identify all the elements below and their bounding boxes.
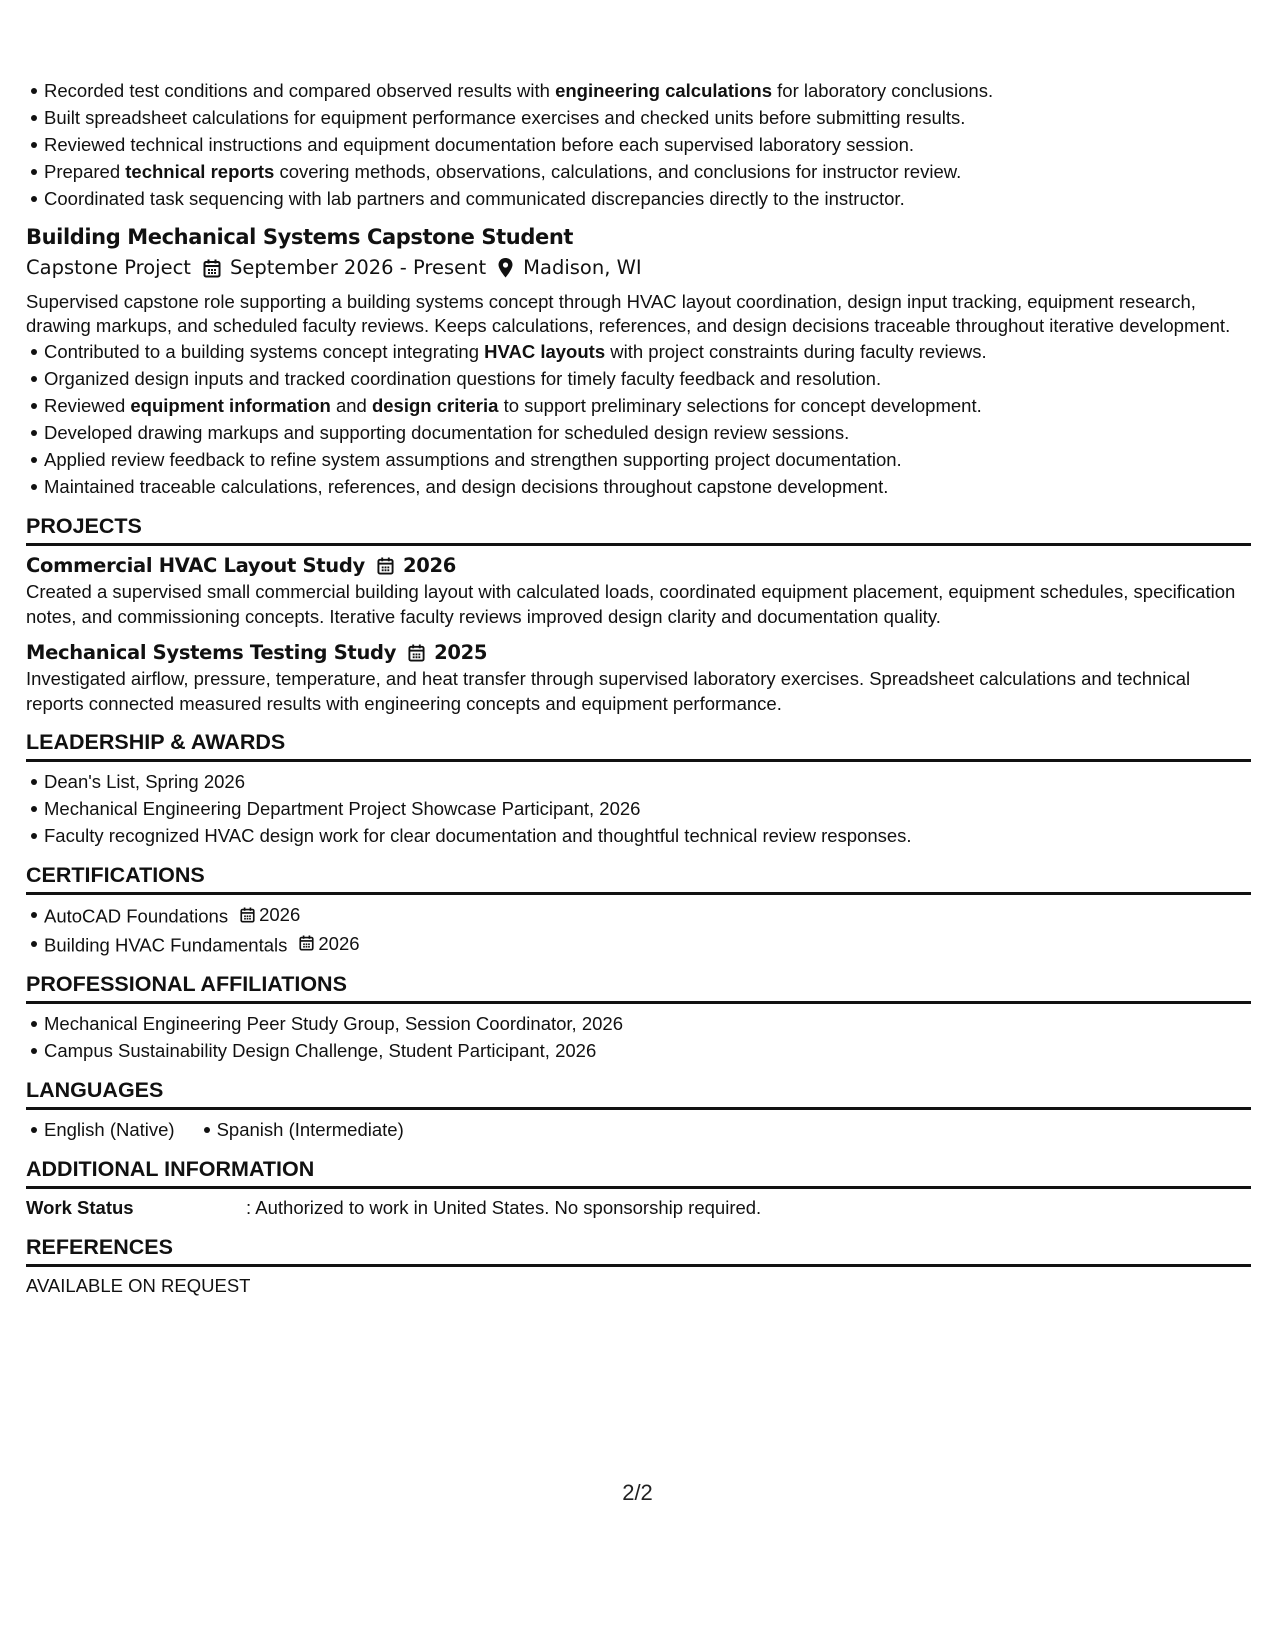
- list-item: Applied review feedback to refine system assumptions and strengthen supporting project documentation.: [44, 446, 1251, 473]
- section-heading: LANGUAGES: [26, 1076, 1251, 1110]
- list-item: [44, 901, 1251, 930]
- cert-year: 2026: [318, 932, 360, 954]
- project-description: Created a supervised small commercial building layout with calculated loads, coordinated equipment placement, equipment schedules, specification notes, and commissioning concepts. Iterative faculty reviews improved design clarity and documentation quality.: [26, 581, 1236, 627]
- certifications-section: [26, 861, 1251, 958]
- list-item: [44, 930, 1251, 959]
- language-item: English (Native): [44, 1116, 175, 1143]
- list-item: Reviewed equipment information and design criteria to support preliminary selections for concept development.: [44, 392, 1251, 419]
- project-description: Investigated airflow, pressure, temperature, and heat transfer through supervised laboratory exercises. Spreadsheet calculations and technical reports connected measured results with engineering concepts and equipment performance.: [26, 668, 1191, 714]
- calendar-icon: [408, 644, 425, 662]
- work-status-value: : Authorized to work in United States. No sponsorship required.: [246, 1197, 762, 1218]
- list-item: Built spreadsheet calculations for equipment performance exercises and checked units before submitting results.: [44, 104, 1251, 131]
- resume-page: [26, 77, 1251, 1299]
- work-status-row: [26, 1195, 1251, 1221]
- section-heading: REFERENCES: [26, 1233, 1251, 1267]
- affiliations-section: [26, 970, 1251, 1064]
- project-year: 2026: [402, 554, 457, 577]
- capstone-bullets: [26, 338, 1251, 500]
- list-item: Faculty recognized HVAC design work for clear documentation and thoughtful technical review responses.: [44, 822, 1251, 849]
- cert-name: AutoCAD Foundations: [44, 905, 229, 927]
- job-meta: [26, 252, 1251, 284]
- list-item: Maintained traceable calculations, references, and design decisions throughout capstone development.: [44, 473, 1251, 500]
- list-item: Recorded test conditions and compared observed results with engineering calculations for laboratory conclusions.: [44, 77, 1251, 104]
- work-status-label: Work Status: [26, 1197, 134, 1218]
- project-year: 2025: [434, 641, 488, 664]
- list-item: Mechanical Engineering Department Project Showcase Participant, 2026: [44, 795, 1251, 822]
- list-item: Coordinated task sequencing with lab partners and communicated discrepancies directly to the instructor.: [44, 185, 1251, 212]
- section-heading: ADDITIONAL INFORMATION: [26, 1155, 1251, 1189]
- page-number: 2/2: [622, 1480, 653, 1505]
- calendar-icon: [377, 557, 394, 575]
- calendar-icon: [299, 935, 314, 951]
- job-dates: September 2026 - Present: [229, 256, 487, 279]
- cert-year: 2026: [259, 904, 301, 925]
- section-heading: PROFESSIONAL AFFILIATIONS: [26, 970, 1251, 1004]
- section-heading: CERTIFICATIONS: [26, 861, 1251, 895]
- leadership-section: [26, 728, 1251, 849]
- list-item: Campus Sustainability Design Challenge, Student Participant, 2026: [44, 1037, 1251, 1064]
- map-pin-icon: [498, 258, 513, 278]
- calendar-icon: [203, 259, 221, 278]
- capstone-entry: [26, 222, 1251, 500]
- job-org: Capstone Project: [26, 256, 191, 279]
- job-title: Building Mechanical Systems Capstone Student: [26, 225, 574, 249]
- section-heading: LEADERSHIP & AWARDS: [26, 728, 1251, 762]
- list-item: Developed drawing markups and supporting documentation for scheduled design review sessions.: [44, 419, 1251, 446]
- calendar-icon: [240, 907, 255, 923]
- cert-name: Building HVAC Fundamentals: [44, 934, 288, 955]
- project-title: Mechanical Systems Testing Study 2025: [26, 639, 1251, 667]
- list-item: Mechanical Engineering Peer Study Group, Session Coordinator, 2026: [44, 1010, 1251, 1037]
- section-heading: PROJECTS: [26, 512, 1251, 546]
- references-section: [26, 1233, 1251, 1299]
- list-item: Contributed to a building systems concept integrating HVAC layouts with project constraints during faculty reviews.: [44, 338, 1251, 365]
- list-item: Organized design inputs and tracked coordination questions for timely faculty feedback and resolution.: [44, 365, 1251, 392]
- languages-section: [26, 1076, 1251, 1143]
- list-item: Prepared technical reports covering methods, observations, calculations, and conclusions for instructor review.: [44, 158, 1251, 185]
- list-item: Reviewed technical instructions and equipment documentation before each supervised laboratory session.: [44, 131, 1251, 158]
- language-item: Spanish (Intermediate): [217, 1116, 404, 1143]
- additional-info-section: [26, 1155, 1251, 1221]
- job-location: Madison, WI: [523, 256, 642, 279]
- job-summary: Supervised capstone role supporting a building systems concept through HVAC layout coordination, design input tracking, equipment research, drawing markups, and scheduled faculty reviews. Keeps calculations, references, and design decisions traceable throughout iterative development.: [26, 291, 1231, 336]
- list-item: Dean's List, Spring 2026: [44, 768, 1251, 795]
- project-title: Commercial HVAC Layout Study 2026: [26, 552, 1251, 580]
- prev-experience-bullets: [26, 77, 1251, 212]
- references-text: AVAILABLE ON REQUEST: [26, 1275, 251, 1296]
- projects-section: [26, 512, 1251, 716]
